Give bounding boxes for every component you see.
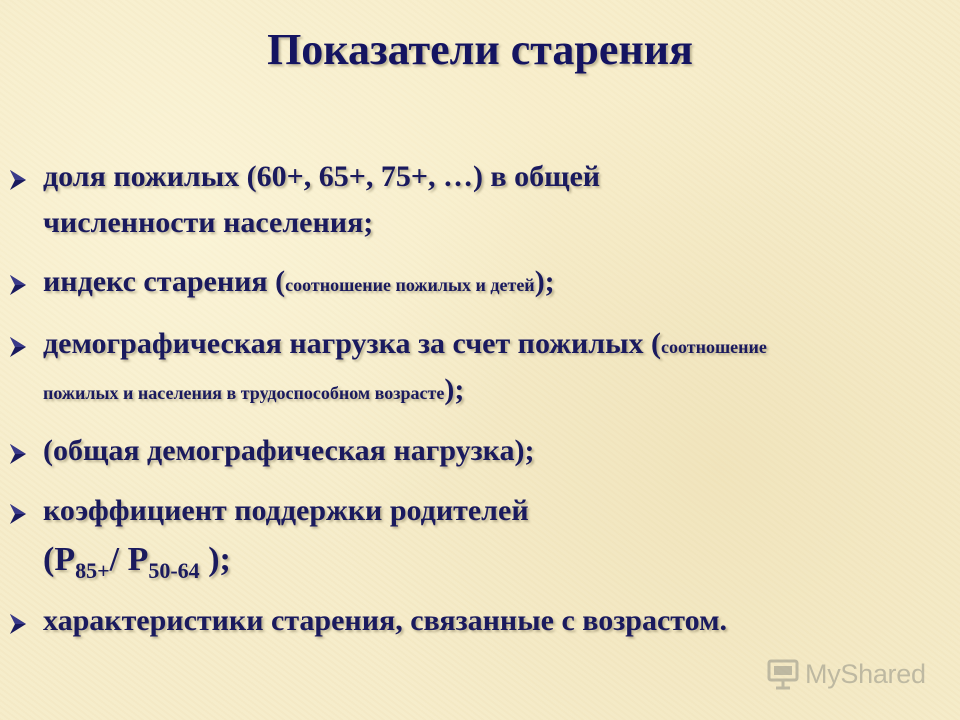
bullet-text: коэффициент поддержки родителей [43,494,529,527]
bullet-end: ); [444,373,465,406]
bullet-text: (общая демографическая нагрузка); [43,434,535,467]
formula-subscript-50-64: 50-64 [148,558,200,583]
bullet-main-text: индекс старения ( [43,265,286,298]
bullet-text: доля пожилых (60+, 65+, 75+, …) в общей [43,160,601,193]
arrow-bullet-icon [8,273,28,297]
bullet-text-continued [43,373,464,410]
formula-subscript-85: 85+ [75,558,110,583]
arrow-bullet-icon [8,442,28,466]
presentation-icon [766,657,800,691]
support-ratio-formula [43,540,231,583]
bullet-note: соотношение пожилых и детей [285,275,535,295]
bullet-text: характеристики старения, связанные с возрастом. [43,604,728,637]
bullet-note-continued: пожилых и населения в трудоспособном возрасте [43,383,445,403]
bullet-text [43,327,767,364]
formula-mid: / P [109,541,149,578]
arrow-bullet-icon [8,612,28,636]
arrow-bullet-icon [8,502,28,526]
myshared-watermark [766,654,926,694]
watermark-text: MyShared [805,658,926,689]
arrow-bullet-icon [8,335,28,359]
bullet-text-continued: численности населения; [43,206,374,239]
formula-close: ); [199,541,231,578]
arrow-bullet-icon [8,168,28,192]
bullet-end: ); [534,265,555,298]
bullet-text [43,265,555,302]
slide-title: Показатели старения [267,25,693,74]
bullet-note: соотношение [661,337,767,357]
formula-open: (P [43,541,76,578]
bullet-main-text: демографическая нагрузка за счет пожилых ( [43,327,662,360]
